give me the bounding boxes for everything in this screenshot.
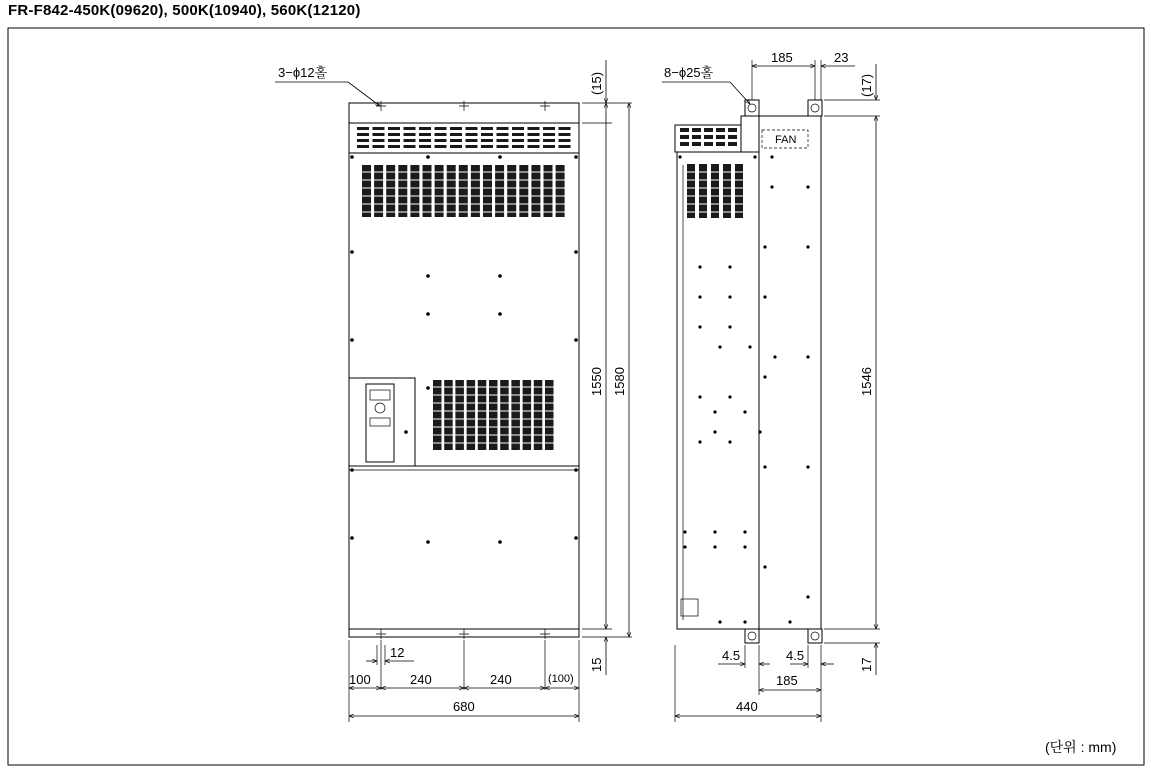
- panel-keys: [370, 418, 390, 426]
- side-dim-top-offset: 23: [834, 50, 849, 65]
- unit-note: (단위 : mm): [1045, 739, 1117, 755]
- side-right-panel: [759, 116, 821, 629]
- front-fan-grille: [357, 127, 571, 148]
- front-dim-hole-width: 12: [390, 645, 405, 660]
- side-dim-bottom-margin: 17: [859, 657, 874, 672]
- side-bottom-right-tab: [808, 629, 822, 643]
- panel-dial-icon: [375, 403, 385, 413]
- front-top-vent: [362, 165, 567, 217]
- front-dim-total-width: 680: [453, 699, 475, 714]
- front-view: [349, 101, 579, 639]
- front-hole-label: 3−ϕ12홀: [278, 65, 328, 80]
- front-dim-pitch-a: 100: [349, 672, 371, 687]
- side-dim-right-offset: 4.5: [786, 648, 805, 663]
- fan-label: FAN: [775, 134, 797, 146]
- front-dim-pitch-c: 240: [490, 672, 512, 687]
- front-dim-pitch-d: (100): [548, 673, 574, 685]
- side-dim-bottom-width: 185: [776, 673, 798, 688]
- front-dim-total-height: 1580: [612, 367, 627, 396]
- side-vent: [687, 164, 747, 218]
- side-top-left-tab: [745, 100, 759, 116]
- side-dim-left-offset: 4.5: [722, 648, 741, 663]
- front-dim-top-margin: (15): [589, 71, 604, 95]
- side-dim-height: 1546: [859, 367, 874, 396]
- drawing-title: FR-F842-450K(09620), 500K(10940), 560K(12120): [8, 2, 361, 19]
- side-view: [675, 100, 822, 643]
- front-dim-bottom-margin: 15: [589, 657, 604, 672]
- front-dim-inner-height: 1550: [589, 367, 604, 396]
- operation-panel-housing: [349, 378, 415, 466]
- side-hole-label: 8−ϕ25홀: [664, 65, 714, 80]
- side-label-box: [681, 599, 698, 616]
- side-dim-top-width: 185: [771, 50, 793, 65]
- side-left-panel: [677, 152, 759, 629]
- front-middle-vent: [433, 380, 556, 450]
- front-dimensions: [275, 60, 632, 722]
- panel-display: [370, 390, 390, 400]
- side-dimensions: [662, 50, 880, 722]
- drawing-frame: [8, 28, 1144, 765]
- front-main-body: [349, 153, 579, 629]
- side-fan-grille: [680, 128, 737, 146]
- side-dim-top-margin: (17): [859, 73, 874, 97]
- side-bottom-left-tab: [745, 629, 759, 643]
- front-dim-pitch-b: 240: [410, 672, 432, 687]
- side-dim-total-depth: 440: [736, 699, 758, 714]
- side-top-right-tab: [808, 100, 822, 116]
